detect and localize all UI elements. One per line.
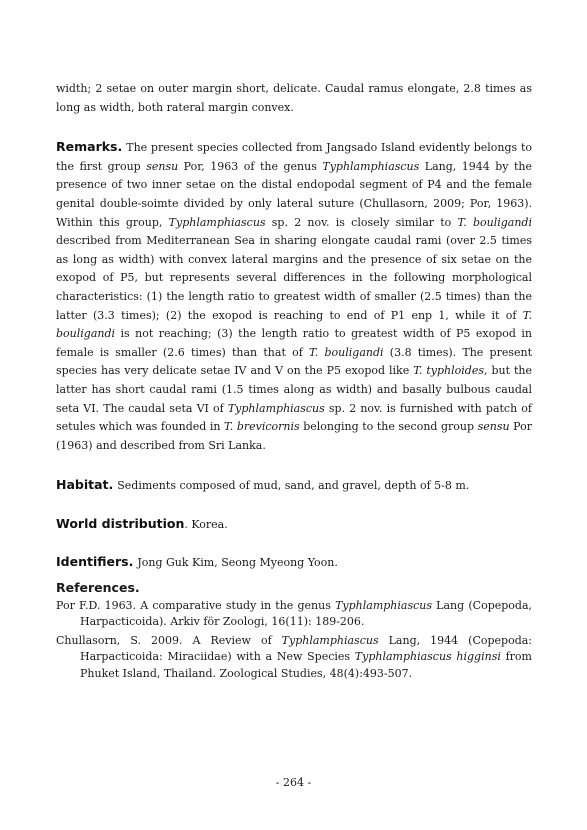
reference-text: Por F.D. 1963. A comparative study in the genus	[56, 599, 336, 613]
remarks-text: Lang, 1944 by the presence of two inner setae on the distal endopodal segment of P4 and the female genital double-soimte divided by only lateral suture (Chullasorn, 2009; Por, 1963). Within this group,	[56, 159, 533, 229]
reference-text: Chullasorn, S. 2009. A Review of	[56, 633, 282, 647]
reference-text: Lang, 1944 (Copepoda: Harpacticoida: Miraciidae) with a New Species	[80, 633, 533, 664]
reference-text: from Phuket Island, Thailand. Zoological Studies, 48(4):493-507.	[80, 650, 532, 680]
reference-item	[56, 633, 532, 682]
reference-italic: Typhlamphiascus	[335, 599, 432, 613]
habitat-heading: Habitat.	[56, 477, 114, 493]
remarks-italic: T. brevicornis	[224, 420, 300, 434]
reference-item	[56, 598, 532, 631]
remarks-italic: T. typhloides	[413, 364, 484, 378]
distribution-paragraph	[56, 515, 532, 535]
remarks-italic: sensu	[477, 420, 510, 434]
distribution-heading: World distribution	[56, 515, 185, 531]
habitat-paragraph	[56, 476, 532, 496]
remarks-italic: Typhlamphiascus	[322, 159, 420, 173]
identifiers-heading: Identifiers.	[56, 554, 134, 570]
remarks-text: The present species collected from Jangsado Island evidently belongs to the first group	[56, 141, 532, 173]
reference-italic: Typhlamphiascus	[281, 633, 379, 647]
remarks-italic: T. bouligandi	[56, 308, 532, 341]
remarks-text: sp. 2 nov. is closely similar to	[265, 215, 458, 229]
remarks-text: (3.8 times). The present species has very delicate setae IV and V on the P5 exopod like	[56, 345, 533, 378]
reference-italic: Typhlamphiascus higginsi	[354, 650, 501, 664]
remarks-text: described from Mediterranean Sea in sharing elongate caudal rami (over 2.5 times as long as width) with convex lateral margins and the presence of six setae on the exopod of P5, but represents several differences in the following morphological characteristics: (1) the length ratio to greatest width of smaller (2.5 times) than the latter (3.3 times); (2) the exopod is reaching to end of P1 enp 1, while it of	[56, 234, 532, 322]
remarks-heading: Remarks.	[56, 139, 123, 155]
remarks-text: belonging to the second group	[299, 420, 478, 434]
identifiers-paragraph	[56, 553, 532, 573]
identifiers-text: Jong Guk Kim, Seong Myeong Yoon.	[137, 556, 338, 570]
remarks-italic: T. bouligandi	[457, 215, 532, 229]
remarks-text: sp. 2 nov. is furnished with patch of setules which was founded in	[56, 401, 532, 434]
remarks-italic: Typhlamphiascus	[227, 401, 325, 415]
top-paragraph: width; 2 setae on outer margin short, delicate. Caudal ramus elongate, 2.8 times as long as width, both rateral margin convex.	[56, 82, 532, 114]
references-heading: References.	[56, 580, 140, 596]
reference-text: Lang (Copepoda, Harpacticoida). Arkiv för Zoologi, 16(11): 189-206.	[80, 599, 533, 629]
habitat-text: Sediments composed of mud, sand, and gravel, depth of 5-8 m.	[117, 479, 470, 493]
remarks-paragraph	[56, 138, 532, 455]
remarks-text: Por (1963) and described from Sri Lanka.	[56, 420, 532, 452]
remarks-italic: sensu	[146, 159, 179, 173]
remarks-italic: T. bouligandi	[309, 345, 384, 359]
remarks-italic: Typhlamphiascus	[168, 215, 266, 229]
remarks-text: Por, 1963 of the genus	[178, 159, 323, 173]
page-content	[56, 80, 532, 682]
distribution-text: . Korea.	[184, 517, 228, 531]
page-number: - 264 -	[275, 776, 312, 789]
remarks-text: is not reaching; (3) the length ratio to greatest width of P5 exopod in female is smaller (2.6 times) than that of	[56, 327, 532, 359]
remarks-text: , but the latter has short caudal rami (1.5 times along as width) and basally bulbous caudal seta VI. The caudal seta VI of	[56, 364, 532, 415]
